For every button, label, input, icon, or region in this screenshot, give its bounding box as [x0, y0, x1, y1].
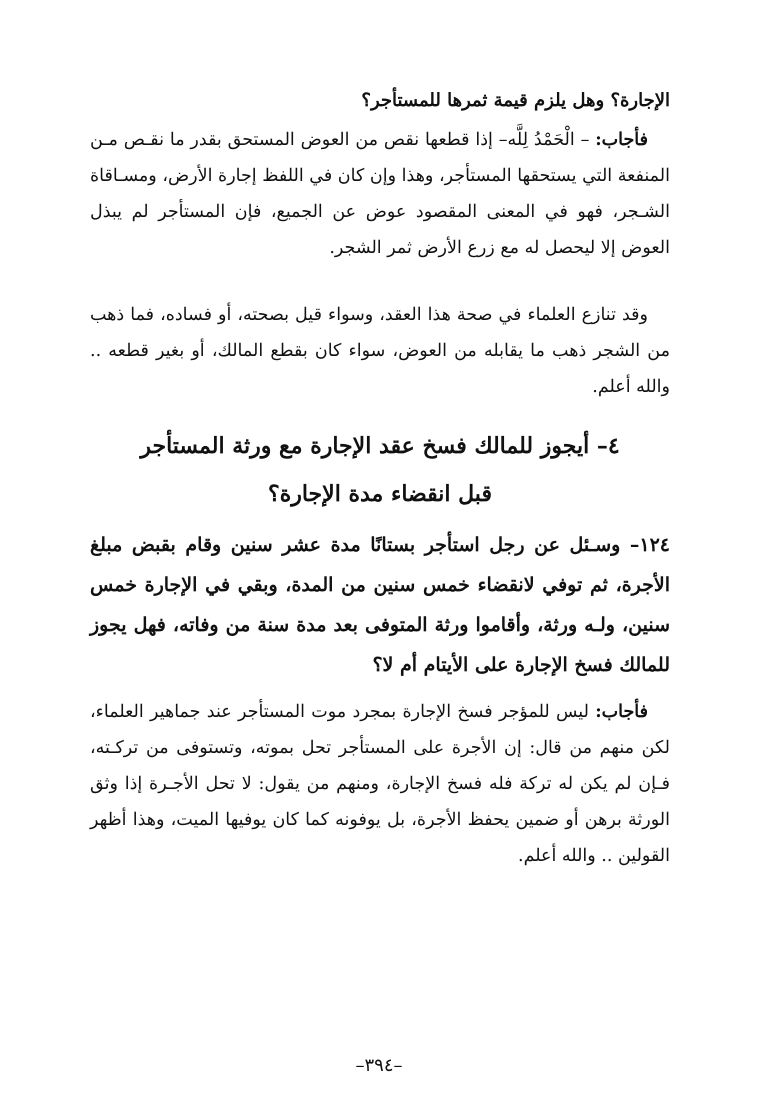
- answer-1-continuation-text: وقد تنازع العلماء في صحة هذا العقد، وسواء قيل بصحته، أو فساده، فما ذهب من الشجر ذهب ما يقابله من العوض، سواء كان بقطع المالك، أو بغير قطعه .. والله أعلم.: [90, 305, 670, 397]
- page-number: –٣٩٤–: [355, 1055, 403, 1076]
- question-124: [90, 525, 670, 685]
- section-heading-line-1: ٤– أيجوز للمالك فسخ عقد الإجارة مع ورثة المستأجر: [140, 433, 620, 459]
- question-124-text: ١٢٤– وسـئل عن رجل استأجر بستانًا مدة عشر سنين وقام بقبض مبلغ الأجرة، ثم توفي لانقضاء خمس سنين من المدة، وبقي في الإجارة خمس سنين، ولـه ورثة، وأقاموا ورثة المتوفى بعد مدة سنة من وفاته، فهل يجوز للمالك فسخ الإجارة على الأيتام أم لا؟: [90, 534, 670, 676]
- section-heading: [90, 422, 670, 518]
- answer-2-paragraph: [90, 694, 670, 874]
- answer-1-text: – الْحَمْدُ لِلَّه– إذا قطعها نقص من العوض المستحق بقدر ما نقـص مـن المنفعة التي يستحقها المستأجر، وهذا وإن كان في اللفظ إجارة الأرض، ومسـاقاة الشـجر، فهو في المعنى المقصود عوض عن الجميع، فإن المستأجر لم يبذل العوض إلا ليحصل له مع زرع الأرض ثمر الشجر.: [90, 130, 670, 258]
- answer-1-paragraph: [90, 122, 670, 266]
- answer-1-continuation: [90, 297, 670, 405]
- section-heading-line-2: قبل انقضاء مدة الإجارة؟: [268, 481, 492, 507]
- answer-2-text: ليس للمؤجر فسخ الإجارة بمجرد موت المستأجر عند جماهير العلماء، لكن منهم من قال: إن الأجرة على المستأجر تحل بموته، وتستوفى من تركـته، فـإن لم يكن له تركة فله فسخ الإجارة، ومنهم من يقول: لا تحل الأجـرة إذا وثق الورثة برهن أو ضمين يحفظ الأجرة، بل يوفونه كما كان يوفيها الميت، وهذا أظهر القولين .. والله أعلم.: [90, 702, 670, 866]
- answer-1: [90, 122, 670, 266]
- answer-2: [90, 694, 670, 874]
- question-tail: [90, 81, 670, 121]
- answer-2-lead: فأجاب:: [595, 702, 648, 722]
- answer-1-lead: فأجاب:: [595, 130, 648, 150]
- question-tail-text: الإجارة؟ وهل يلزم قيمة ثمرها للمستأجر؟: [361, 90, 670, 111]
